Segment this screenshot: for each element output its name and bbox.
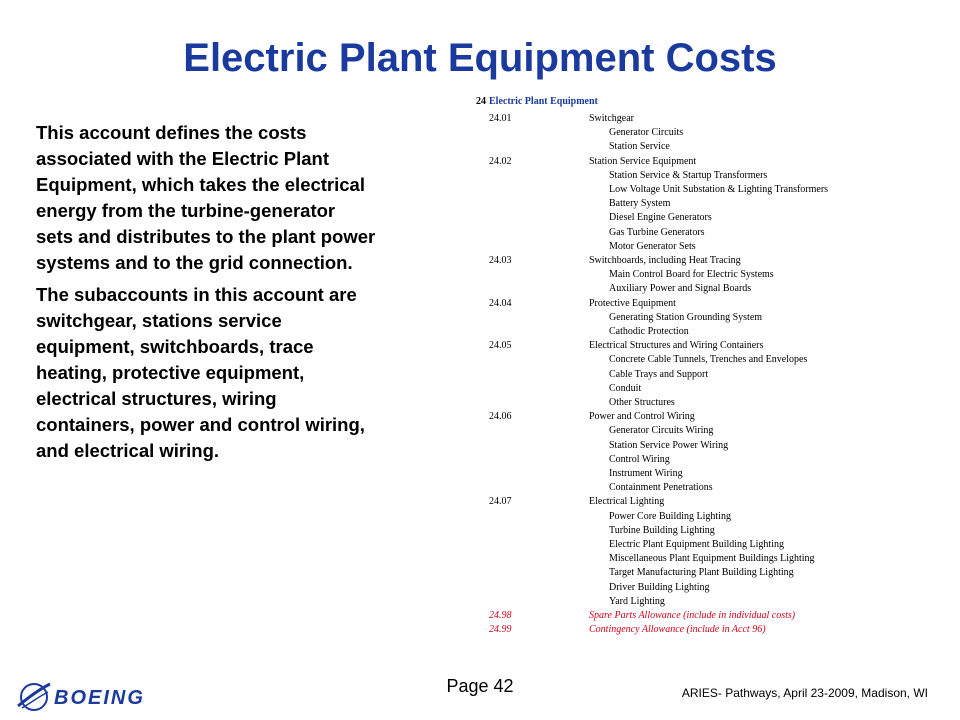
- account-label: Power and Control Wiring: [589, 411, 695, 423]
- account-code: 24.98: [489, 610, 512, 621]
- subaccount-label: Other Structures: [609, 397, 675, 408]
- account-code: 24.04: [489, 297, 512, 309]
- subaccount-label: Station Service: [609, 141, 670, 153]
- subaccount-label: Main Control Board for Electric Systems: [609, 269, 774, 281]
- subaccount-label: Driver Building Lighting: [609, 581, 710, 593]
- subaccount-label: Containment Penetrations: [609, 482, 713, 494]
- subaccount-label: Instrument Wiring: [609, 468, 683, 479]
- account-heading: [476, 96, 598, 107]
- subaccount-label: Gas Turbine Generators: [609, 226, 705, 238]
- subaccount-label: Conduit: [609, 382, 642, 394]
- account-label: Switchgear: [589, 113, 634, 124]
- account-label: Electrical Lighting: [589, 496, 665, 508]
- account-label: Spare Parts Allowance (include in individual costs): [589, 610, 796, 621]
- footer-event: ARIES- Pathways, April 23-2009, Madison, WI: [681, 686, 928, 700]
- account-code: 24.01: [489, 113, 512, 124]
- subaccount-label: Diesel Engine Generators: [609, 212, 712, 224]
- subaccount-label: Battery System: [609, 198, 671, 210]
- account-code: 24.02: [489, 155, 512, 167]
- subaccount-label: Low Voltage Unit Substation & Lighting Transformers: [609, 184, 829, 195]
- account-number: 24: [476, 96, 486, 107]
- account-code: 24.07: [489, 496, 512, 508]
- subaccount-label: Motor Generator Sets: [609, 240, 696, 252]
- subaccount-label: Generator Circuits Wiring: [609, 425, 714, 437]
- subaccount-label: Cathodic Protection: [609, 326, 689, 337]
- account-code: 24.05: [489, 340, 512, 352]
- subaccount-label: Electric Plant Equipment Building Lighting: [609, 539, 784, 550]
- subaccount-label: Station Service & Startup Transformers: [609, 169, 768, 181]
- subaccount-label: Station Service Power Wiring: [609, 439, 729, 451]
- subaccount-label: Cable Trays and Support: [609, 368, 709, 380]
- description-paragraph-2: The subaccounts in this account are switchgear, stations service equipment, switchboards, trace heating, protective equipment, electrical structures, wiring containers, power and control wiring, and electrical wiring.: [36, 284, 365, 461]
- subaccount-label: Control Wiring: [609, 453, 670, 465]
- subaccount-label: Turbine Building Lighting: [609, 524, 715, 536]
- account-name: Electric Plant Equipment: [489, 96, 598, 107]
- subaccount-label: Generating Station Grounding System: [609, 311, 763, 323]
- subaccount-label: Power Core Building Lighting: [609, 510, 731, 522]
- account-label: Electrical Structures and Wiring Containers: [589, 340, 764, 352]
- subaccount-label: Generator Circuits: [609, 127, 684, 139]
- subaccount-label: Target Manufacturing Plant Building Lighting: [609, 567, 794, 579]
- description-paragraph-1: This account defines the costs associated with the Electric Plant Equipment, which takes the electrical energy from the turbine-generator sets and distributes to the plant power systems and to the grid connection.: [36, 122, 376, 273]
- account-label: Protective Equipment: [589, 297, 676, 309]
- account-code: 24.06: [489, 411, 512, 423]
- account-code: 24.99: [489, 624, 512, 636]
- subaccount-label: Miscellaneous Plant Equipment Buildings Lighting: [609, 553, 815, 565]
- logo-wordmark: BOEING: [54, 687, 145, 709]
- account-label: Switchboards, including Heat Tracing: [589, 255, 741, 266]
- account-code: 24.03: [489, 255, 512, 266]
- account-label: Contingency Allowance (include in Acct 96): [589, 624, 766, 636]
- page-number: Page 42: [446, 676, 514, 696]
- subaccount-label: Yard Lighting: [609, 595, 665, 607]
- subaccount-label: Concrete Cable Tunnels, Trenches and Envelopes: [609, 354, 808, 366]
- description-text: [36, 120, 376, 470]
- account-label: Station Service Equipment: [589, 155, 697, 167]
- page-title: Electric Plant Equipment Costs: [183, 36, 777, 80]
- subaccount-label: Auxiliary Power and Signal Boards: [609, 283, 752, 295]
